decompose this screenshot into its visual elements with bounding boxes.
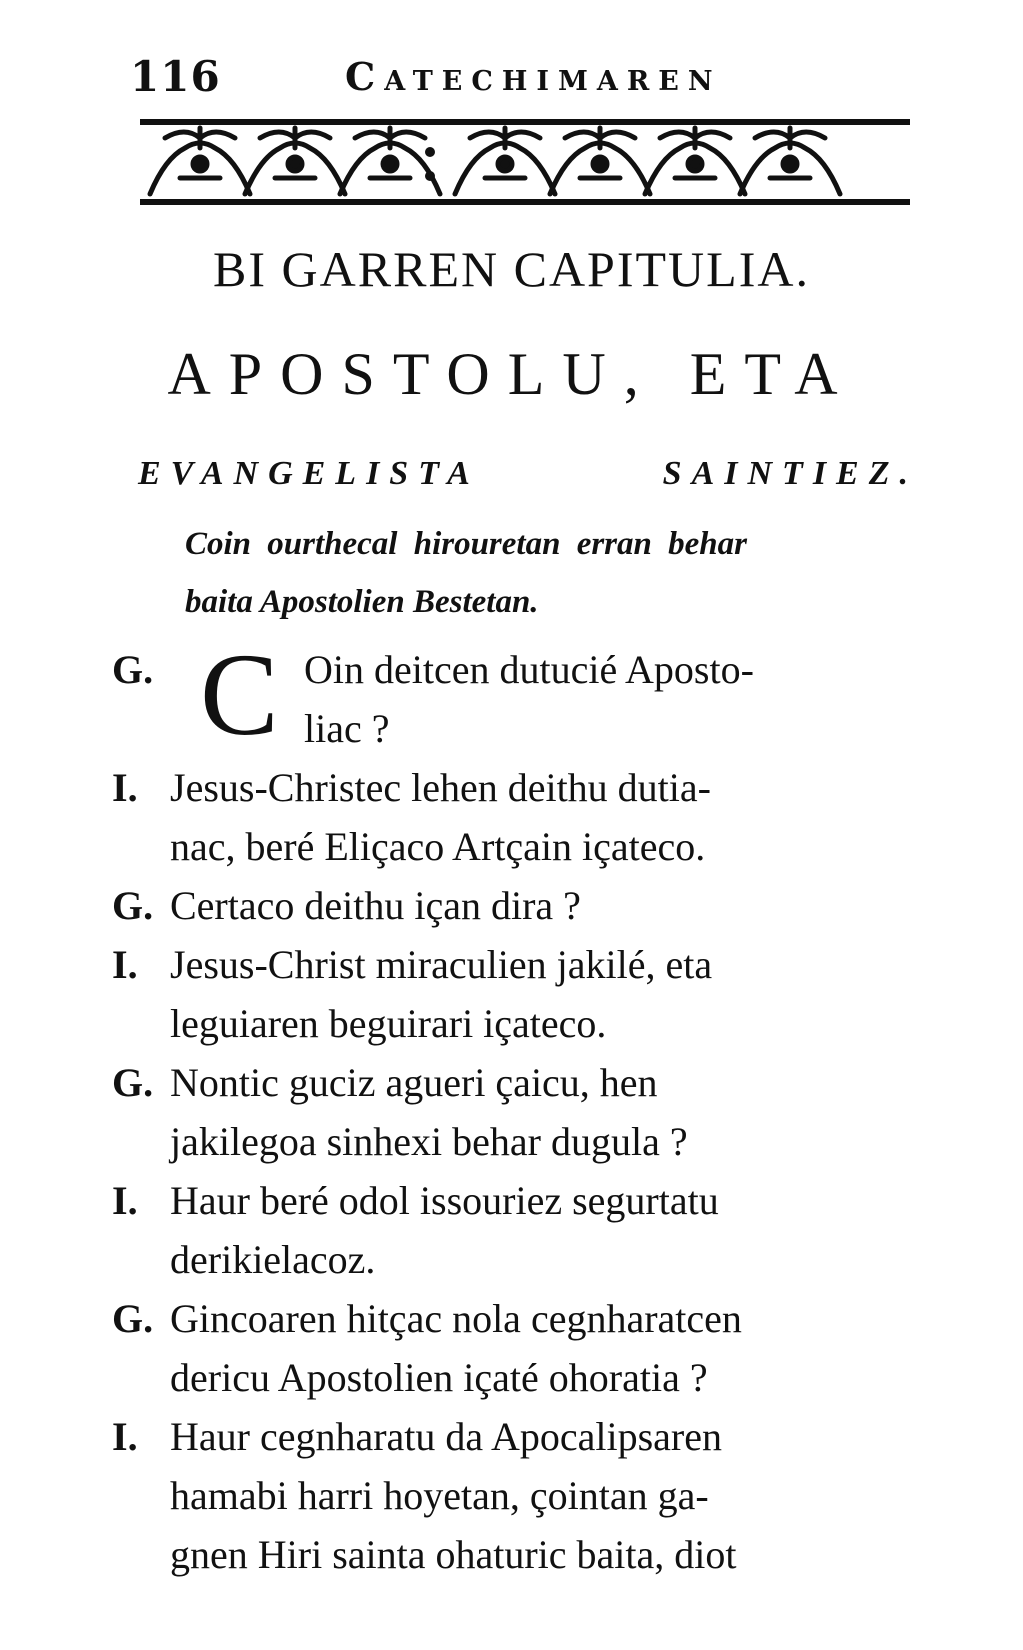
speaker-label: I. (112, 1178, 138, 1223)
chapter-heading: BI GARREN CAPITULIA. (213, 241, 810, 297)
dialogue-line: dericu Apostolien içaté ohoratia ? (170, 1355, 708, 1400)
chapter-summary (185, 515, 915, 631)
speaker-label: G. (112, 883, 154, 928)
dialogue-line: Certaco deithu içan dira ? (170, 883, 581, 928)
dialogue-entry (112, 1053, 922, 1171)
catechism-dialogue (112, 629, 922, 1584)
summary-line: Coin ourthecal hirouretan erran behar (185, 526, 747, 562)
speaker-label: G. (112, 647, 154, 692)
subject-heading-right: SAINTIEZ. (662, 455, 918, 492)
speaker-label: I. (112, 942, 138, 987)
running-title: Catechimaren (345, 54, 722, 99)
drop-cap: C (200, 629, 279, 760)
subject-heading: APOSTOLU, ETA (167, 341, 856, 407)
dialogue-line: Oin deitcen dutucié Aposto- (304, 647, 754, 692)
dialogue-line: Nontic guciz agueri çaicu, hen (170, 1060, 658, 1105)
speaker-label: I. (112, 1414, 138, 1459)
subject-heading-line2 (138, 455, 918, 493)
dialogue-entry (112, 935, 922, 1053)
dialogue-line: hamabi harri hoyetan, çointan ga- (170, 1473, 709, 1518)
dialogue-entry (112, 758, 922, 876)
dialogue-line: Jesus-Christec lehen deithu dutia- (170, 765, 711, 810)
dialogue-line: Jesus-Christ miraculien jakilé, eta (170, 942, 713, 987)
dialogue-entry (112, 1171, 922, 1289)
summary-line: baita Apostolien Bestetan. (185, 584, 539, 620)
speaker-label: G. (112, 1060, 154, 1105)
dialogue-line: jakilegoa sinhexi behar dugula ? (170, 1119, 688, 1164)
dialogue-line: leguiaren beguirari içateco. (170, 1001, 607, 1046)
dialogue-entry (112, 1407, 922, 1584)
dialogue-line: Haur cegnharatu da Apocalipsaren (170, 1414, 722, 1459)
dialogue-line: nac, beré Eliçaco Artçain içateco. (170, 824, 706, 869)
subject-heading-left: EVANGELISTA (138, 455, 480, 492)
dialogue-entry (112, 876, 922, 935)
dialogue-line: gnen Hiri sainta ohaturic baita, diot (170, 1532, 737, 1577)
speaker-label: I. (112, 765, 138, 810)
dialogue-line: Haur beré odol issouriez segurtatu (170, 1178, 719, 1223)
dialogue-entry (112, 629, 922, 760)
running-head (120, 52, 900, 112)
decorative-ornament-band (140, 118, 910, 206)
dialogue-line: derikielacoz. (170, 1237, 376, 1282)
dialogue-line: Gincoaren hitçac nola cegnharatcen (170, 1296, 742, 1341)
speaker-label: G. (112, 1296, 154, 1341)
dialogue-entry (112, 1289, 922, 1407)
page-number: 116 (130, 52, 221, 101)
dialogue-line: liac ? (304, 706, 390, 751)
